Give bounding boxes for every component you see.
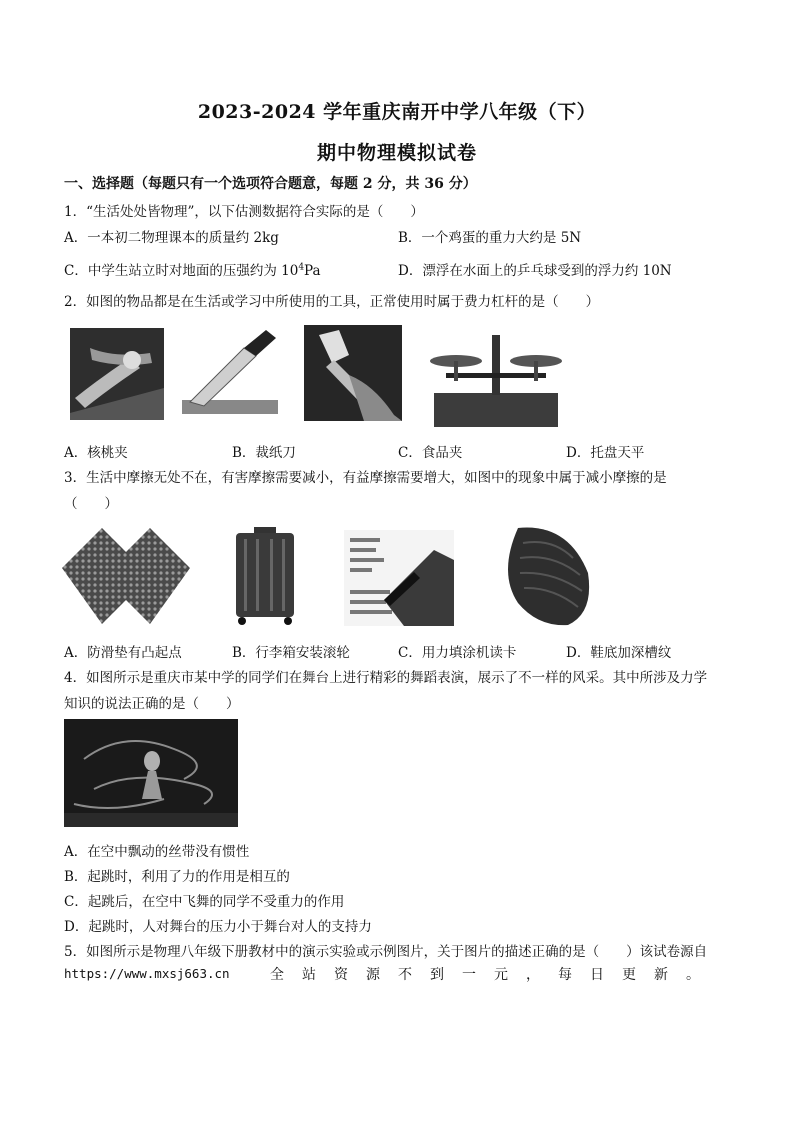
suitcase-photo [232, 527, 298, 627]
q4-option-b: B．起跳时，利用了力的作用是相互的 [64, 869, 290, 885]
q3-option-a: A．防滑垫有凸起点 [64, 645, 182, 661]
q1-option-d: D．漂浮在水面上的乒乓球受到的浮力约 10N [398, 263, 672, 279]
q3-option-c: C．用力填涂机读卡 [398, 645, 517, 661]
dance-performance-photo [64, 719, 238, 827]
q1-option-c-unit: Pa [304, 263, 321, 279]
q3-stem: 3．生活中摩擦无处不在，有害摩擦需要减小，有益摩擦需要增大，如图中的现象中属于减小摩擦的是 [64, 470, 667, 486]
q1-stem: 1．“生活处处皆物理”，以下估测数据符合实际的是（ ） [64, 204, 424, 220]
q2-option-d: D．托盘天平 [566, 445, 645, 461]
q4-stem-cont: 知识的说法正确的是（ ） [64, 696, 240, 712]
walnut-cracker-photo [70, 328, 164, 420]
exam-title-line2: 期中物理模拟试卷 [316, 142, 477, 164]
q3-stem-bracket: （ ） [64, 496, 118, 512]
food-tongs-photo [304, 325, 402, 421]
balance-scale-photo [426, 325, 566, 429]
section-heading: 一、选择题（每题只有一个选项符合题意，每题 2 分，共 36 分） [64, 176, 477, 192]
q2-stem: 2．如图的物品都是在生活或学习中所使用的工具，正常使用时属于费力杠杆的是（ ） [64, 294, 600, 310]
q5-stem: 5．如图所示是物理八年级下册教材中的演示实验或示例图片，关于图片的描述正确的是（ ）该试卷源自 [64, 944, 708, 960]
q1-option-c-text: C．中学生站立时对地面的压强约为 10 [64, 263, 299, 279]
q1-option-c-exponent: 4 [298, 262, 305, 273]
paper-cutter-photo [182, 328, 278, 418]
exam-title-line1: 2023-2024 学年重庆南开中学八年级（下） [197, 101, 597, 123]
q4-option-c: C．起跳后，在空中飞舞的同学不受重力的作用 [64, 894, 345, 910]
q2-option-a: A．核桃夹 [64, 445, 128, 461]
answer-card-photo [344, 530, 454, 626]
q3-option-b: B．行李箱安装滚轮 [232, 645, 350, 661]
q4-stem: 4．如图所示是重庆市某中学的同学们在舞台上进行精彩的舞蹈表演，展示了不一样的风采。其中所涉及力学 [64, 670, 708, 686]
q1-option-a: A．一本初二物理课本的质量约 2kg [64, 230, 279, 246]
anti-slip-mat-photo [62, 528, 190, 624]
shoe-sole-photo [498, 523, 594, 627]
q4-option-a: A．在空中飘动的丝带没有惯性 [64, 844, 250, 860]
q2-option-c: C．食品夹 [398, 445, 463, 461]
q2-option-b: B．裁纸刀 [232, 445, 296, 461]
q1-option-b: B．一个鸡蛋的重力大约是 5N [398, 230, 582, 246]
q3-option-d: D．鞋底加深槽纹 [566, 645, 672, 661]
footer-slogan: 全站资源不到一元，每日更新。 [270, 967, 718, 983]
footer-url: https://www.mxsj663.cn [64, 966, 230, 981]
q4-option-d: D．起跳时，人对舞台的压力小于舞台对人的支持力 [64, 919, 372, 935]
q1-option-c [64, 259, 321, 279]
